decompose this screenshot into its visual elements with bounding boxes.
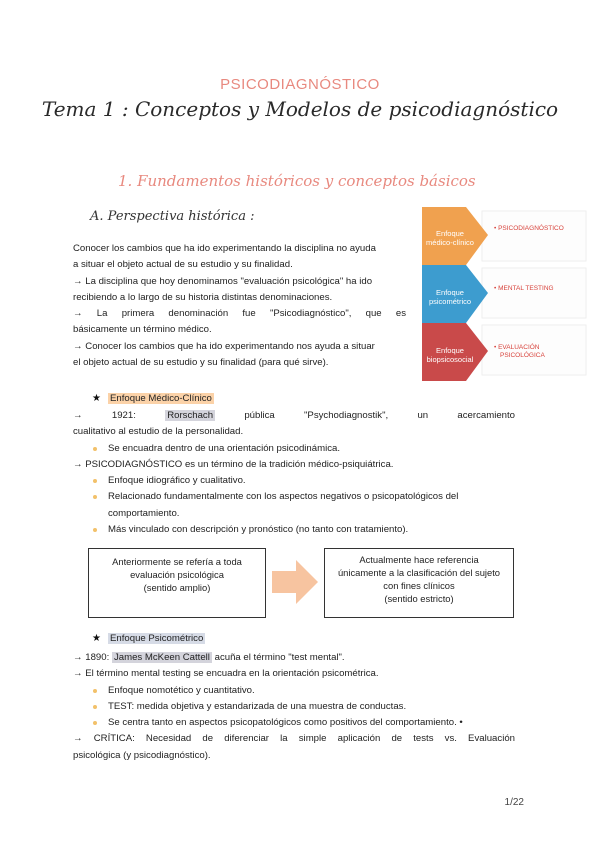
- enfoques-diagram: [422, 205, 592, 395]
- star-icon: ★: [92, 393, 101, 404]
- psico-heading-text: Enfoque Psicométrico: [110, 633, 204, 644]
- arrow-right-icon: [272, 560, 320, 604]
- bullet-dot-icon: [93, 721, 97, 725]
- bullet-text: Relacionado fundamentalmente con los aspectos negativos o psicopatológicos del: [108, 491, 459, 503]
- psico-heading: [108, 631, 205, 647]
- medico-line-1: [73, 408, 515, 424]
- medico-bullet-2: [73, 473, 515, 489]
- side-label-psicodiagnostico: • PSICODIAGNÓSTICO: [494, 225, 564, 232]
- document-subject: PSICODIAGNÓSTICO: [220, 76, 380, 93]
- box-line: Actualmente hace referencia: [359, 554, 479, 565]
- medico-bullet-1: [73, 441, 515, 457]
- star-icon: ★: [92, 633, 101, 644]
- side-label-evaluacion: [494, 344, 545, 360]
- bullet-text: Se centra tanto en aspectos psicopatológicos como positivos del comportamiento. •: [108, 717, 463, 729]
- medico-bullet-4: [73, 522, 515, 538]
- psico-line-4: psicológica (y psicodiagnóstico).: [73, 749, 211, 761]
- box-line: (sentido amplio): [143, 582, 211, 593]
- bullet-text: TEST: medida objetiva y estandarizada de una muestra de conductas.: [108, 700, 407, 712]
- intro-line: → La disciplina que hoy denominamos "evaluación psicológica" ha ido: [73, 275, 373, 287]
- psico-line-3: → CRÍTICA: Necesidad de diferenciar la simple aplicación de tests vs. Evaluación: [73, 733, 515, 745]
- subsection-heading: A. Perspectiva histórica :: [90, 209, 255, 224]
- bullet-dot-icon: [93, 495, 97, 499]
- label-card-2: [482, 268, 586, 318]
- bullet-text: Enfoque nomotético y cuantitativo.: [108, 684, 255, 696]
- side-label-line: • EVALUACIÓN: [494, 344, 540, 351]
- medico-heading: [108, 391, 214, 407]
- intro-line: recibiendo a lo largo de su historia distintas denominaciones.: [73, 291, 333, 303]
- chevron-label-3: Enfoque biopsicosocial: [426, 346, 474, 364]
- medico-heading-text: Enfoque Médico-Clínico: [110, 393, 212, 404]
- section-heading: 1. Fundamentos históricos y conceptos básicos: [118, 172, 476, 190]
- intro-line: el objeto actual de su estudio y su finalidad (para qué sirve).: [73, 357, 329, 369]
- chevron-label-1: Enfoque médico-clínico: [426, 229, 474, 247]
- bullet-text: Se encuadra dentro de una orientación psicodinámica.: [108, 442, 341, 454]
- box-line: evaluación psicológica: [130, 569, 224, 580]
- author-name: James McKeen Cattell: [113, 652, 210, 663]
- box-line: con fines clínicos: [383, 580, 455, 591]
- author-name: Rorschach: [167, 410, 214, 421]
- psico-section: [73, 650, 515, 764]
- document-title: Tema 1 : Conceptos y Modelos de psicodiagnóstico: [41, 97, 559, 121]
- psico-line-rest: acuña el término "test mental".: [214, 652, 345, 663]
- psico-line-2: → El término mental testing se encuadra en la orientación psicométrica.: [73, 668, 379, 680]
- year-text: → 1921:: [73, 410, 136, 421]
- intro-paragraph: [73, 241, 406, 371]
- box-anteriormente: [88, 548, 266, 618]
- psico-line-1: [73, 650, 515, 666]
- page-number: 1/22: [504, 797, 524, 808]
- medico-line-2: cualitativo al estudio de la personalidad.: [73, 426, 244, 438]
- year-text: → 1890:: [73, 652, 110, 663]
- psico-bullet-2: [73, 699, 515, 715]
- psico-bullet-1: [73, 683, 515, 699]
- bullet-dot-icon: [93, 689, 97, 693]
- intro-line: a situar el objeto actual de su estudio y su finalidad.: [73, 259, 293, 271]
- box-line: Anteriormente se refería a toda: [112, 556, 242, 567]
- medico-bullet-3: [73, 489, 515, 522]
- intro-line: básicamente un término médico.: [73, 324, 212, 336]
- intro-line: Conocer los cambios que ha ido experimentando la disciplina no ayuda: [73, 243, 376, 254]
- box-line: únicamente a la clasificación del sujeto: [337, 567, 501, 578]
- bullet-dot-icon: [93, 447, 97, 451]
- psico-bullet-3: [73, 715, 515, 731]
- side-label-line: PSICOLÓGICA: [500, 352, 545, 359]
- bullet-dot-icon: [93, 479, 97, 483]
- medico-line-rest: pública "Psychodiagnostik", un acercamiento: [244, 410, 515, 421]
- side-label-mental-testing: • MENTAL TESTING: [494, 285, 554, 292]
- bullet-text: Más vinculado con descripción y pronóstico (no tanto con tratamiento).: [108, 524, 409, 536]
- box-actualmente: [324, 548, 514, 618]
- intro-line: → La primera denominación fue "Psicodiagnóstico", que es: [73, 308, 406, 320]
- bullet-dot-icon: [93, 528, 97, 532]
- intro-line: → Conocer los cambios que ha ido experimentando nos ayuda a situar: [73, 340, 375, 352]
- bullet-dot-icon: [93, 705, 97, 709]
- bullet-text: comportamiento.: [108, 507, 180, 519]
- medico-section: [73, 408, 515, 538]
- box-line: (sentido estricto): [384, 593, 454, 604]
- bullet-text: Enfoque idiográfico y cualitativo.: [108, 475, 246, 487]
- chevron-label-2: Enfoque psicométrico: [428, 288, 472, 306]
- label-card-1: [482, 211, 586, 261]
- medico-line-3: → PSICODIAGNÓSTICO es un término de la tradición médico-psiquiátrica.: [73, 458, 394, 470]
